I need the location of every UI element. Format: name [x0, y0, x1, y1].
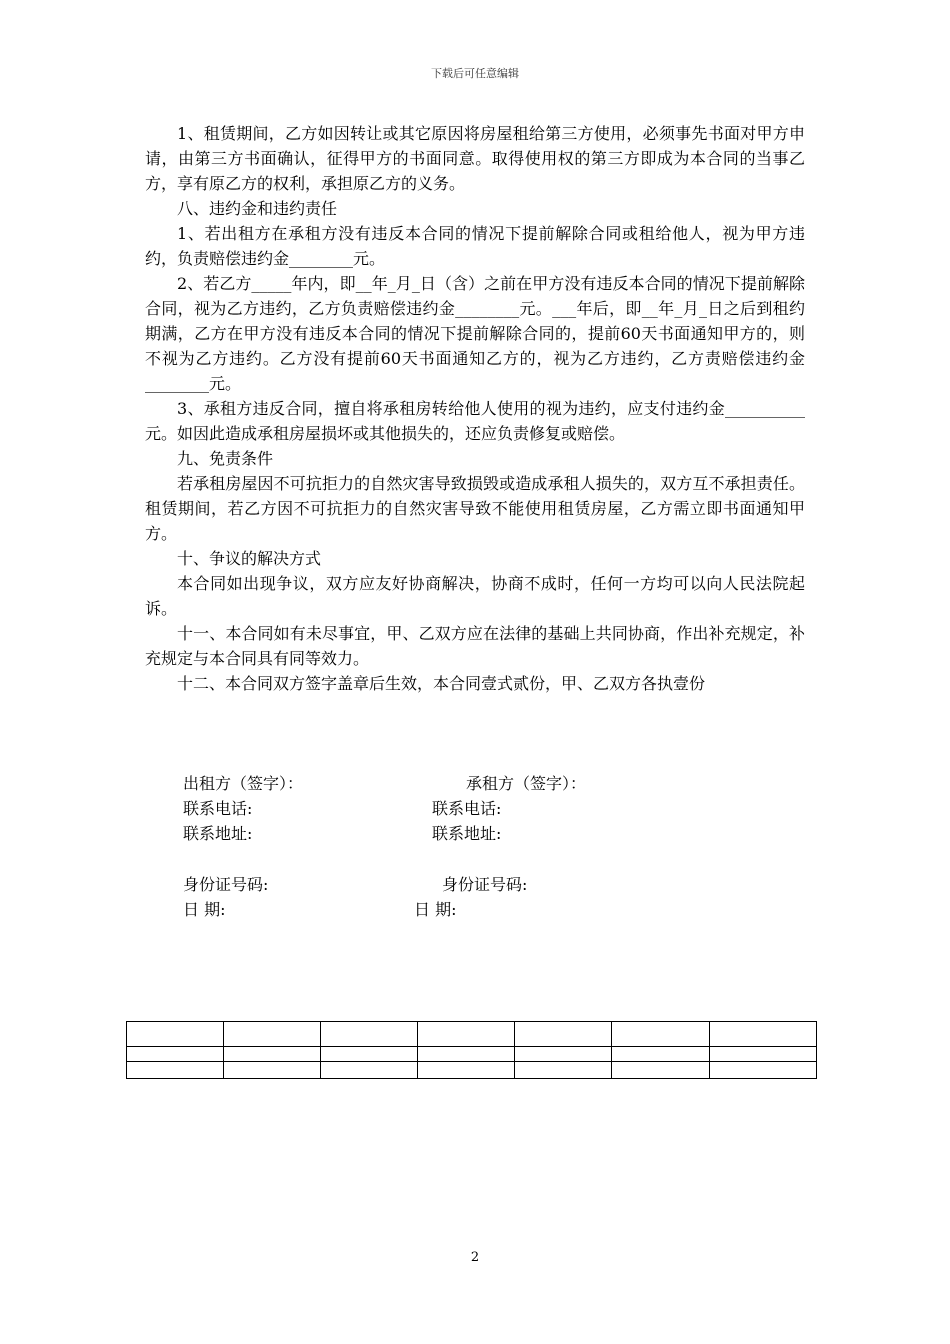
contract-body: [145, 121, 805, 696]
table-cell: [710, 1022, 817, 1047]
table-cell: [127, 1062, 224, 1079]
lessee-id-label: 身份证号码:: [442, 875, 528, 894]
lessee-signature-label: 承租方（签字）：: [466, 774, 587, 793]
table-cell: [612, 1047, 710, 1062]
lessor-signature-label: 出租方（签字）：: [183, 774, 304, 793]
lessee-date-label: 日 期:: [414, 900, 457, 919]
clause-effect: 十二、本合同双方签字盖章后生效，本合同壹式贰份，甲、乙双方各执壹份: [177, 674, 706, 693]
lessor-date-label: 日 期:: [183, 900, 226, 919]
table-cell: [515, 1022, 612, 1047]
clause-force-majeure: 若承租房屋因不可抗拒力的自然灾害导致损毁或造成承租人损失的，双方互不承担责任。租赁期间，若乙方因不可抗拒力的自然灾害导致不能使用租赁房屋，乙方需立即书面通知甲方。: [145, 474, 805, 543]
clause-unauthorized-transfer: 3、承租方违反合同，擅自将承租房转给他人使用的视为违约，应支付违约金__________元。如因此造成承租房屋损坏或其他损失的，还应负责修复或赔偿。: [145, 399, 805, 443]
lessee-phone-label: 联系电话:: [432, 799, 502, 818]
table-cell: [418, 1062, 515, 1079]
table-cell: [515, 1062, 612, 1079]
table-cell: [418, 1047, 515, 1062]
section-heading-dispute: 十、争议的解决方式: [177, 549, 322, 568]
table-cell: [710, 1047, 817, 1062]
blank-grid-table: [126, 1021, 817, 1079]
table-cell: [710, 1062, 817, 1079]
clause-lessor-breach: 1、若出租方在承租方没有违反本合同的情况下提前解除合同或租给他人，视为甲方违约，负责赔偿违约金________元。: [145, 224, 805, 268]
clause-sublease: 1、租赁期间，乙方如因转让或其它原因将房屋租给第三方使用，必须事先书面对甲方申请，由第三方书面确认，征得甲方的书面同意。取得使用权的第三方即成为本合同的当事乙方，享有原乙方的权利，承担原乙方的义务。: [145, 124, 805, 193]
lessor-id-label: 身份证号码:: [183, 875, 269, 894]
table-row: [127, 1047, 817, 1062]
page-header: 下载后可任意编辑: [431, 67, 519, 80]
clause-supplement: 十一、本合同如有未尽事宜，甲、乙双方应在法律的基础上共同协商，作出补充规定，补充规定与本合同具有同等效力。: [145, 624, 805, 668]
table-row: [127, 1022, 817, 1047]
table-cell: [321, 1047, 418, 1062]
page-number: 2: [470, 1250, 480, 1265]
table-cell: [127, 1022, 224, 1047]
table-cell: [224, 1022, 321, 1047]
table-cell: [515, 1047, 612, 1062]
table-cell: [612, 1022, 710, 1047]
table-cell: [321, 1022, 418, 1047]
table-cell: [127, 1047, 224, 1062]
lessee-address-label: 联系地址:: [432, 824, 502, 843]
table-cell: [321, 1062, 418, 1079]
table-cell: [224, 1062, 321, 1079]
table-row: [127, 1062, 817, 1079]
table-cell: [418, 1022, 515, 1047]
clause-lessee-breach: 2、若乙方_____年内，即__年_月_日（含）之前在甲方没有违反本合同的情况下提前解除合同，视为乙方违约，乙方负责赔偿违约金________元。___年后，即__年_月_日之后到租约期满，乙方在甲方没有违反本合同的情况下提前解除合同的，提前60天书面通知甲方的，则不视为乙方违约。乙方没有提前60天书面通知乙方的，视为乙方违约，乙方责赔偿违约金________元。: [145, 274, 805, 393]
clause-dispute-resolution: 本合同如出现争议，双方应友好协商解决，协商不成时，任何一方均可以向人民法院起诉。: [145, 574, 805, 618]
lessor-phone-label: 联系电话:: [183, 799, 253, 818]
section-heading-exemption: 九、免责条件: [177, 449, 274, 468]
table-cell: [612, 1062, 710, 1079]
table-cell: [224, 1047, 321, 1062]
lessor-address-label: 联系地址:: [183, 824, 253, 843]
section-heading-breach: 八、违约金和违约责任: [177, 199, 338, 218]
